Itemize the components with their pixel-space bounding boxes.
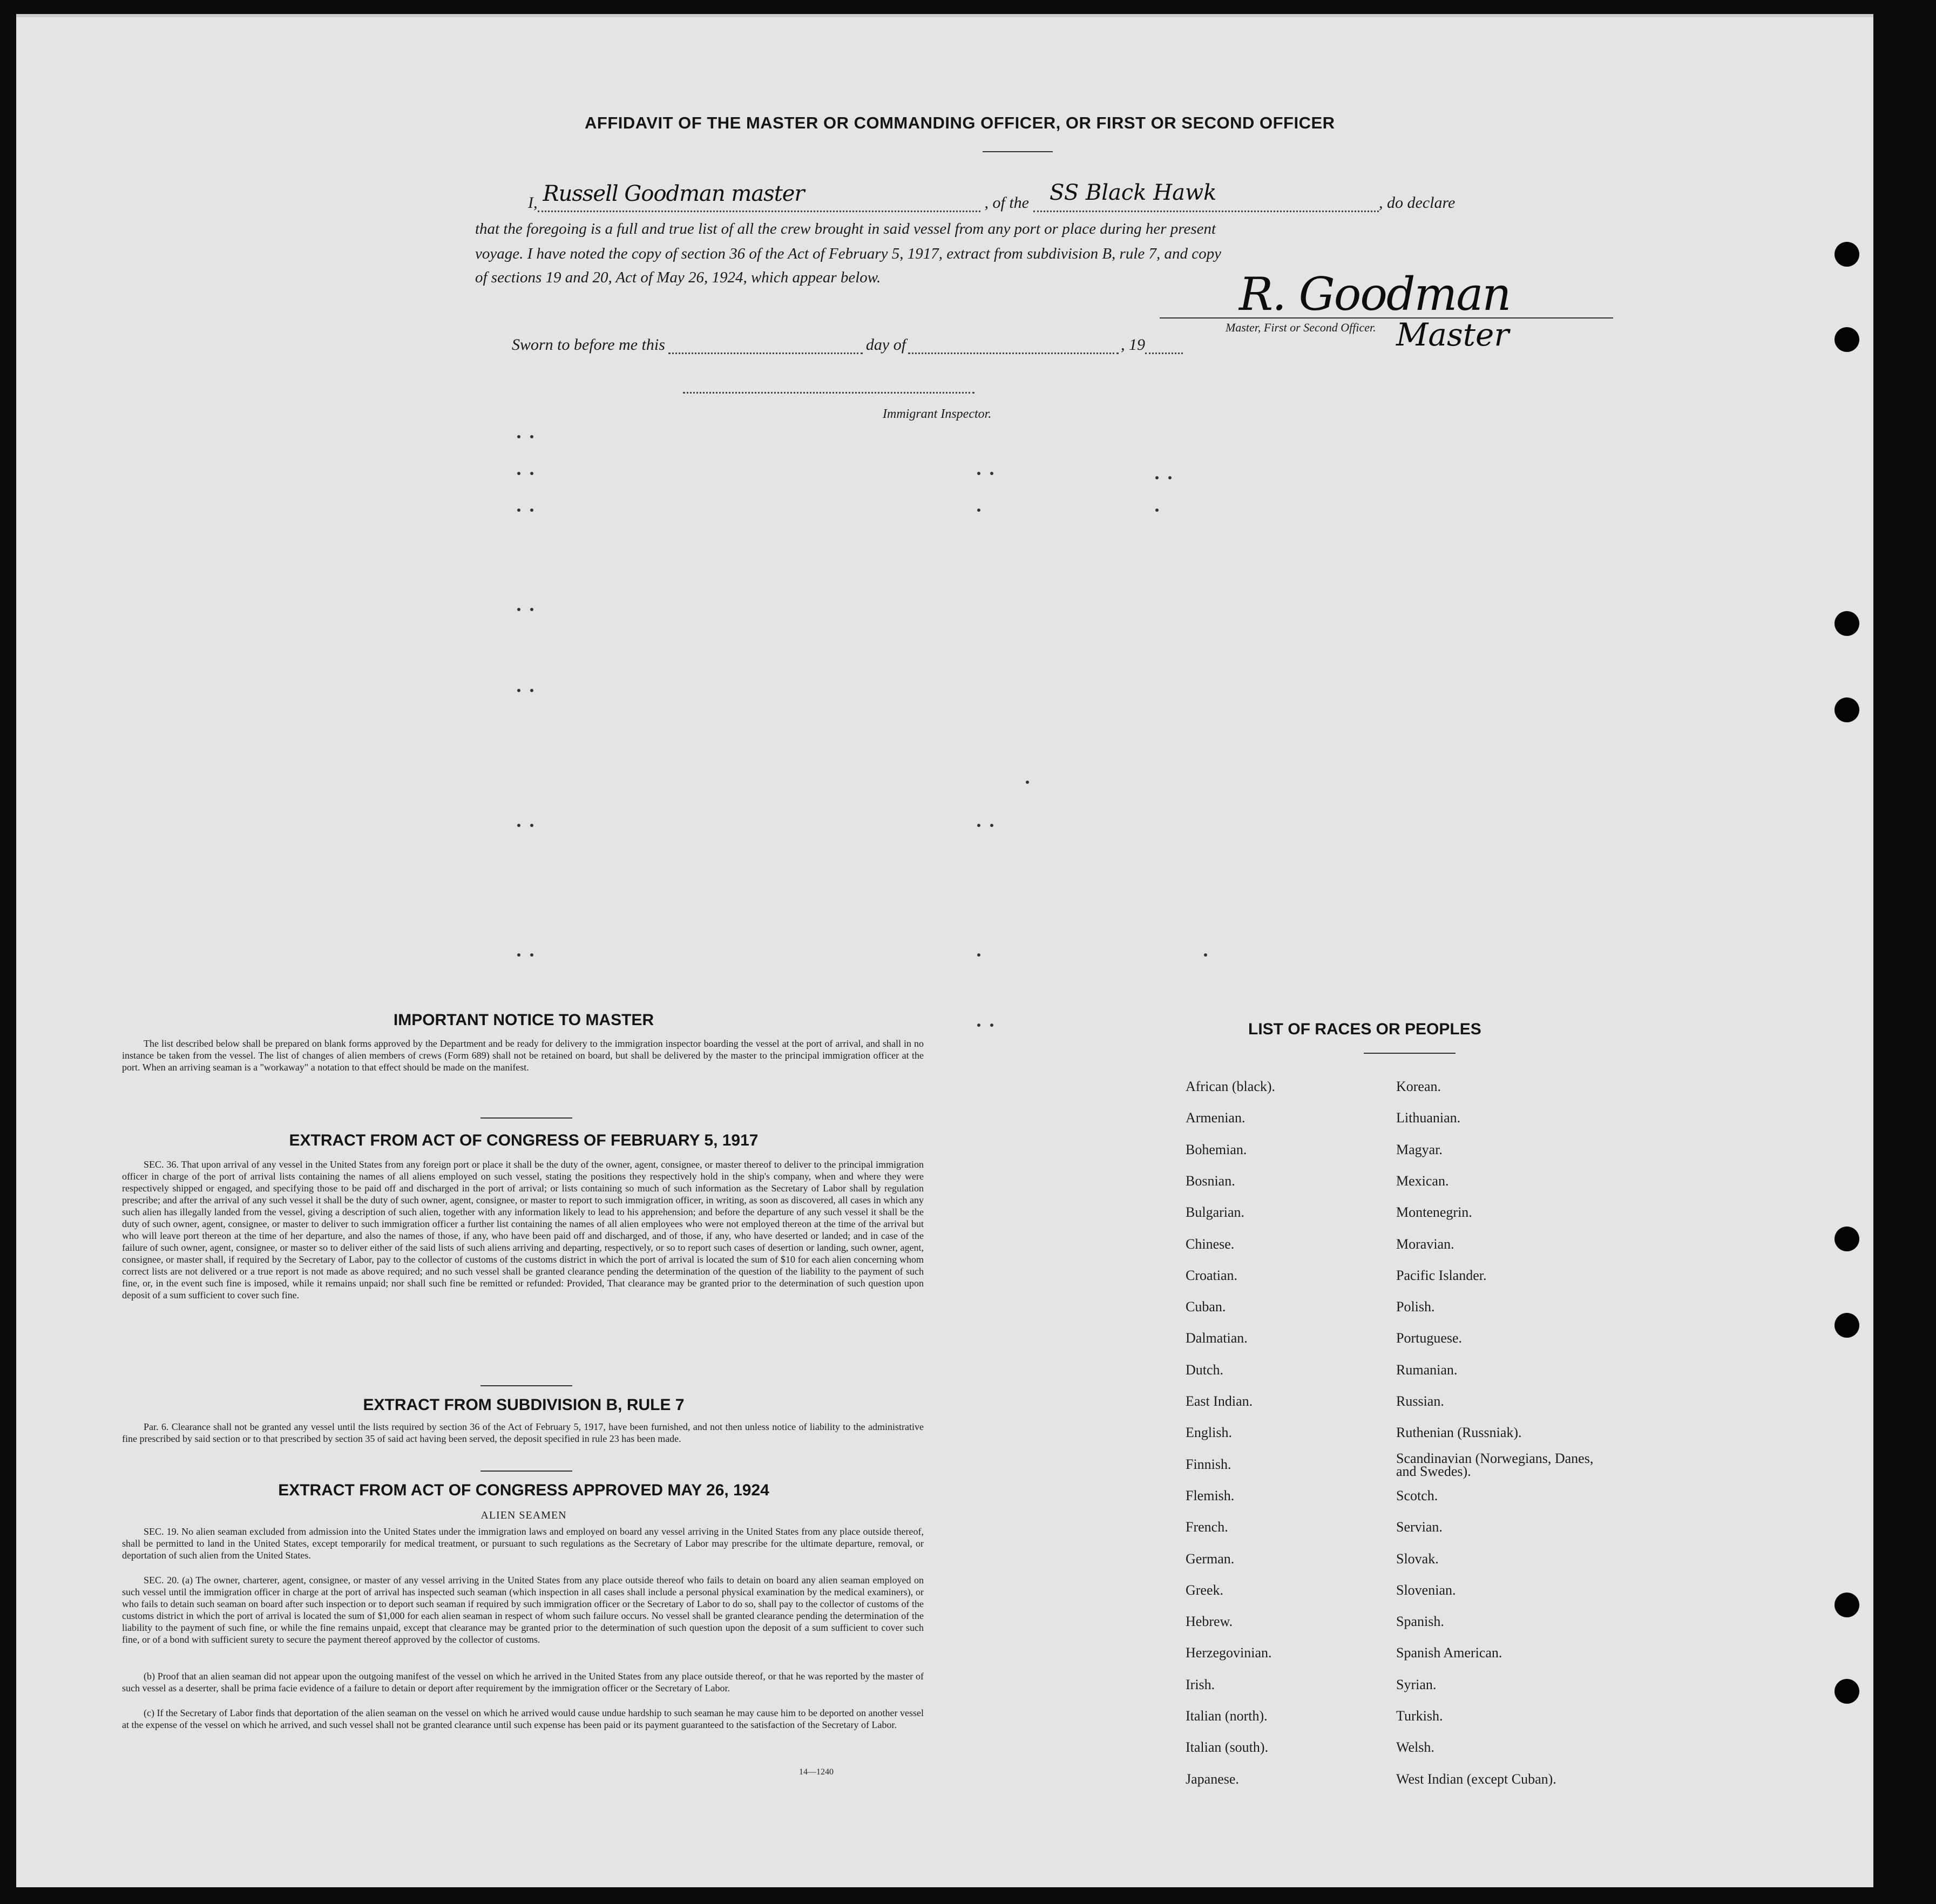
race-item: Lithuanian. (1396, 1110, 1461, 1126)
race-item: Finnish. (1186, 1456, 1231, 1472)
extract-1924-sec20a: SEC. 20. (a) The owner, charterer, agent, consignee, or master of any vessel arriving in the United States from any place outside thereof who fails to detain on board any alien seaman employed on such vessel until the immigration officer in charge at the port of arrival has inspected such seaman (which inspection in all cases shall include a personal physical examination by the medical examiners), or who fails to detain such seaman on board after such inspection or to deport such seaman if required by such immigration officer or the Secretary of Labor to do so, shall pay to the collector of customs of the customs district in which the port of arrival is located the sum of $1,000 for each alien seaman in respect of whom such failure occurs. No vessel shall be granted clearance pending the determination of the liability to the payment of such fine, or while the fine remains unpaid, except that clearance may be granted prior to the determination of such question upon the deposit of a sum sufficient to cover such fine, or of a bond with sufficient surety to secure the payment thereof approved by the collector of customs. (122, 1575, 924, 1645)
declaration-line-2: that the foregoing is a full and true list of all the crew brought in said vessel from any port or place during her present (475, 220, 1216, 238)
race-item: Mexican. (1396, 1173, 1449, 1189)
race-item: Flemish. (1186, 1488, 1235, 1503)
race-item: Hebrew. (1186, 1614, 1233, 1629)
declaration-line-4: of sections 19 and 20, Act of May 26, 1924, which appear below. (475, 269, 881, 286)
day-of-label: day of (865, 336, 906, 354)
race-item: Irish. (1186, 1677, 1215, 1692)
race-item: Bulgarian. (1186, 1204, 1245, 1220)
extract-1924-sec20b: (b) Proof that an alien seaman did not appear upon the outgoing manifest of the vessel on which he arrived in the United States from any place outside thereof, or that he was reported by the master of such vessel as a deserter, shall be prima facie evidence of a failure to detain or deport after requirement by the immigration officer or the Secretary of Labor. (122, 1671, 924, 1693)
declaration-line-3: voyage. I have noted the copy of section 36 of the Act of February 5, 1917, extract from subdivision B, rule 7, and copy (475, 245, 1222, 262)
sworn-year-field (1145, 336, 1183, 354)
sworn-line (512, 336, 1183, 354)
race-item: Spanish. (1396, 1614, 1444, 1629)
extract-1924-title: EXTRACT FROM ACT OF CONGRESS APPROVED MAY 26, 1924 (278, 1481, 769, 1499)
race-item: Pacific Islander. (1396, 1268, 1487, 1283)
race-item: Herzegovinian. (1186, 1645, 1272, 1661)
race-item: Greek. (1186, 1582, 1224, 1598)
race-item: Bohemian. (1186, 1142, 1247, 1157)
notice-title: IMPORTANT NOTICE TO MASTER (393, 1011, 654, 1029)
year-label: , 19 (1121, 336, 1146, 354)
race-item: Servian. (1396, 1519, 1443, 1535)
race-item: Armenian. (1186, 1110, 1245, 1126)
vessel-name-field (1033, 180, 1379, 212)
master-name-handwriting: Russell Goodman master (543, 181, 804, 206)
race-item: Ruthenian (Russniak). (1396, 1425, 1522, 1440)
race-item: Croatian. (1186, 1268, 1238, 1283)
sworn-label: Sworn to before me this (512, 336, 665, 354)
race-item: East Indian. (1186, 1393, 1253, 1409)
signature-caption: Master, First or Second Officer. (1226, 321, 1376, 334)
race-item: Japanese. (1186, 1771, 1239, 1787)
race-item: West Indian (except Cuban). (1396, 1771, 1556, 1787)
race-item: African (black). (1186, 1079, 1276, 1094)
races-title-underline (1364, 1053, 1456, 1054)
sworn-day-field (668, 336, 863, 354)
race-item: Slovak. (1396, 1551, 1439, 1567)
race-item: Slovenian. (1396, 1582, 1456, 1598)
races-title: LIST OF RACES OR PEOPLES (1248, 1020, 1481, 1038)
race-item: Welsh. (1396, 1739, 1434, 1755)
race-item: Russian. (1396, 1393, 1444, 1409)
inspector-signature-line (683, 392, 974, 394)
extract-1917-title: EXTRACT FROM ACT OF CONGRESS OF FEBRUARY 5, 1917 (289, 1131, 759, 1149)
form-number: 14—1240 (799, 1767, 834, 1777)
i-label: I, (528, 194, 538, 212)
sworn-month-field (908, 336, 1119, 354)
notice-text: The list described below shall be prepared on blank forms approved by the Department and be ready for delivery to the immigration inspector boarding the vessel at the port of arrival, and shall in no instance be taken from the vessel. The list of changes of alien members of crews (Form 689) shall not be retained on board, but shall be delivered by the master to the principal immigration officer at the port. When an arriving seaman is a "workaway" a notation to that effect should be made on the manifest. (122, 1038, 924, 1073)
master-name-field (538, 181, 980, 212)
race-item: Dutch. (1186, 1362, 1224, 1378)
race-item: Spanish American. (1396, 1645, 1502, 1661)
binder-hole (1835, 611, 1859, 636)
master-signature: R. Goodman (1239, 268, 1511, 321)
race-item: Montenegrin. (1396, 1204, 1472, 1220)
race-item: Dalmatian. (1186, 1330, 1248, 1346)
race-item: Portuguese. (1396, 1330, 1463, 1346)
race-item: Chinese. (1186, 1236, 1235, 1252)
title-underline (983, 151, 1053, 152)
master-title-handwriting: Master (1396, 316, 1509, 353)
race-item: Syrian. (1396, 1677, 1437, 1692)
alien-seamen-subtitle: ALIEN SEAMEN (480, 1509, 567, 1521)
race-item: German. (1186, 1551, 1235, 1567)
binder-hole (1835, 1313, 1859, 1338)
scan-edge (16, 14, 1873, 17)
extract-1917-text: SEC. 36. That upon arrival of any vessel in the United States from any foreign port or place it shall be the duty of the owner, agent, consignee, or master thereof to deliver to the principal immigration officer in charge of the port of arrival lists containing the names of all aliens employed on such vessel, stating the positions they respectively hold in the ship's company, when and where they were respectively shipped or engaged, and specifying those to be paid off and discharged in the port of arrival; or lists containing so much of such information as the Secretary of Labor shall by regulation prescribe; and after the arrival of any such vessel it shall be the duty of such owner, agent, consignee, or master to report to such immigration officer, in writing, as soon as discovered, all cases in which any such alien has illegally landed from the vessel, giving a description of such alien, together with any information likely to lead to his apprehension; and before the departure of any such vessel it shall be the duty of such owner, agent, consignee, or master to deliver to such immigration officer a further list containing the names of all alien employees who were not employed thereon at the time of the arrival but who will leave port thereon at the time of her departure, and also the names of those, if any, who have been paid off and discharged, and of those, if any, who have deserted or landed; and in case of the failure of such owner, agent, consignee, or master so to deliver either of the said lists of such aliens arriving and departing, respectively, or so to report such cases of desertion or landing, such owner, agent, consignee, or master shall, if required by the Secretary of Labor, pay to the collector of customs of the customs district in which the port of arrival is located the sum of $10 for each alien concerning whom correct lists are not delivered or a true report is not made as above required; and no such vessel shall be granted clearance pending the determination of the question of the liability to the payment of such fine, or, in the event such fine is imposed, while it remains unpaid; nor shall such fine be remitted or refunded: Provided, That clearance may be granted prior to the determination of such question upon deposit of a sum sufficient to cover such fine. (122, 1159, 924, 1300)
extract-rule7-text: Par. 6. Clearance shall not be granted any vessel until the lists required by section 36 of the Act of February 5, 1917, have been furnished, and not then unless notice of liability to the administrative fine prescribed by said section or to that prescribed by section 35 of said act having been served, the deposit specified in rule 23 has been made. (122, 1421, 924, 1444)
affidavit-title: AFFIDAVIT OF THE MASTER OR COMMANDING OFFICER, OR FIRST OR SECOND OFFICER (585, 113, 1335, 132)
binder-hole (1835, 697, 1859, 722)
race-item: Korean. (1396, 1079, 1441, 1094)
binder-hole (1835, 1679, 1859, 1704)
race-item: Turkish. (1396, 1708, 1443, 1724)
extract-rule7-title: EXTRACT FROM SUBDIVISION B, RULE 7 (363, 1396, 685, 1414)
binder-hole (1835, 1227, 1859, 1251)
do-declare-label: , do declare (1379, 194, 1456, 212)
race-item: Italian (north). (1186, 1708, 1268, 1724)
extract-1924-sec19: SEC. 19. No alien seaman excluded from admission into the United States under the immigration laws and employed on board any vessel arriving in the United States from any place outside thereof, shall be permitted to land in the United States, except temporarily for medical treatment, or pursuant to such regulations as the Secretary of Labor may prescribe for the ultimate departure, removal, or deportation of such alien from the United States. (122, 1526, 924, 1561)
race-item: Bosnian. (1186, 1173, 1235, 1189)
race-item: English. (1186, 1425, 1232, 1440)
inspector-caption: Immigrant Inspector. (883, 407, 992, 421)
race-item: French. (1186, 1519, 1228, 1535)
of-the-label: , of the (984, 194, 1029, 212)
race-item: Scandinavian (Norwegians, Danes, and Swedes). (1396, 1451, 1594, 1479)
document-page (16, 14, 1873, 1887)
divider-2 (480, 1385, 572, 1386)
divider-1 (480, 1117, 572, 1119)
race-item: Moravian. (1396, 1236, 1454, 1252)
race-item: Scotch. (1396, 1488, 1438, 1503)
race-item: Italian (south). (1186, 1739, 1269, 1755)
race-item: Polish. (1396, 1299, 1435, 1314)
race-item: Cuban. (1186, 1299, 1226, 1314)
vessel-name-handwriting: SS Black Hawk (1050, 180, 1217, 205)
race-item: Magyar. (1396, 1142, 1443, 1157)
binder-hole (1835, 1593, 1859, 1617)
extract-1924-sec20c: (c) If the Secretary of Labor finds that deportation of the alien seaman on the vessel on which he arrived would cause undue hardship to such seaman he may cause him to be deported on another vessel at the expense of the vessel on which he arrived, and such vessel shall not be granted clearance until such expense has been paid or its payment guaranteed to the satisfaction of the Secretary of Labor. (122, 1707, 924, 1730)
binder-hole (1835, 242, 1859, 267)
race-item: Rumanian. (1396, 1362, 1458, 1378)
binder-hole (1835, 327, 1859, 352)
declaration-line-1 (528, 180, 1456, 212)
divider-3 (480, 1471, 572, 1472)
